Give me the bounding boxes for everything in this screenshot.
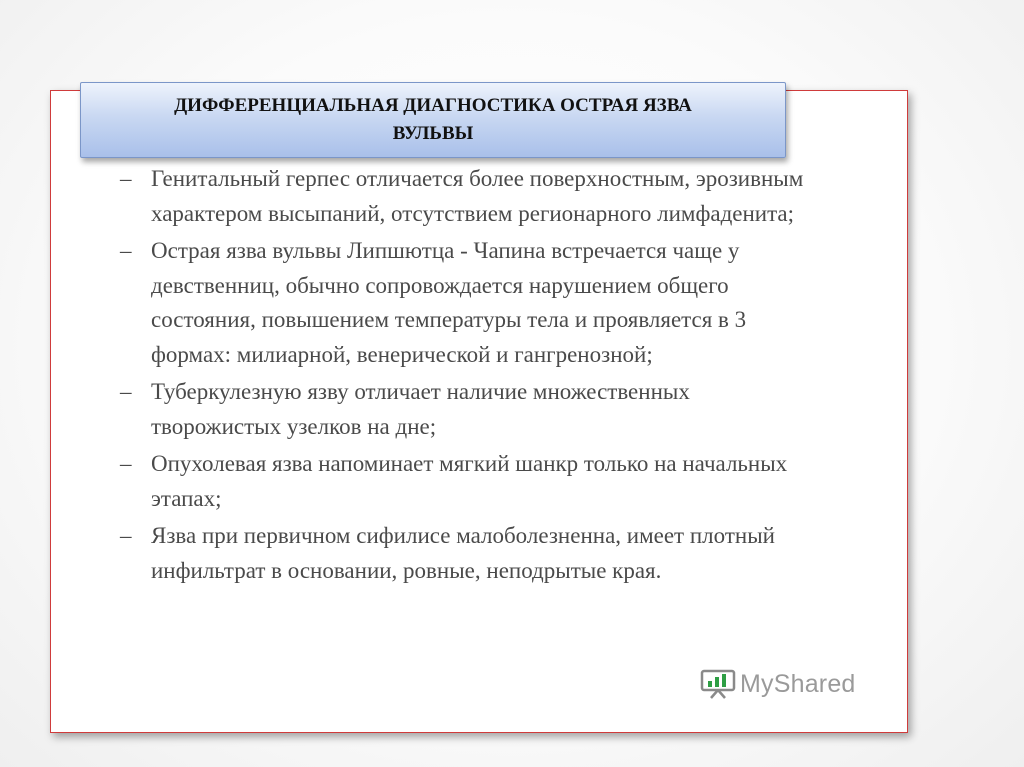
list-item	[120, 519, 820, 588]
watermark-text: MyShared	[740, 669, 856, 698]
bullet-dash: –	[120, 451, 132, 476]
list-item-text: Язва при первичном сифилисе малоболезненна, имеет плотный инфильтрат в основании, ровные, неподрытые края.	[151, 523, 775, 583]
list-item-text: Острая язва вульвы Липшютца - Чапина встречается чаще у девственниц, обычно сопровождается нарушением общего состояния, повышением температуры тела и проявляется в 3 формах: милиарной, венерической и гангренозной;	[151, 238, 747, 367]
bullet-list	[120, 162, 820, 591]
bullet-dash: –	[120, 379, 132, 404]
bullet-dash: –	[120, 166, 132, 191]
list-item-text: Туберкулезную язву отличает наличие множественных творожистых узелков на дне;	[151, 379, 690, 439]
list-item	[120, 162, 820, 231]
list-item	[120, 375, 820, 444]
list-item-text: Опухолевая язва напоминает мягкий шанкр только на начальных этапах;	[151, 451, 788, 511]
bullet-dash: –	[120, 523, 132, 548]
presentation-board-icon	[700, 668, 736, 700]
title-banner	[80, 82, 786, 158]
list-item	[120, 234, 820, 372]
watermark-logo	[700, 668, 856, 700]
bullet-dash: –	[120, 238, 132, 263]
list-item	[120, 447, 820, 516]
list-item-text: Генитальный герпес отличается более поверхностным, эрозивным характером высыпаний, отсутствием регионарного лимфаденита;	[151, 166, 804, 226]
slide-title: ДИФФЕРЕНЦИАЛЬНАЯ ДИАГНОСТИКА ОСТРАЯ ЯЗВА ВУЛЬВЫ	[174, 95, 692, 144]
